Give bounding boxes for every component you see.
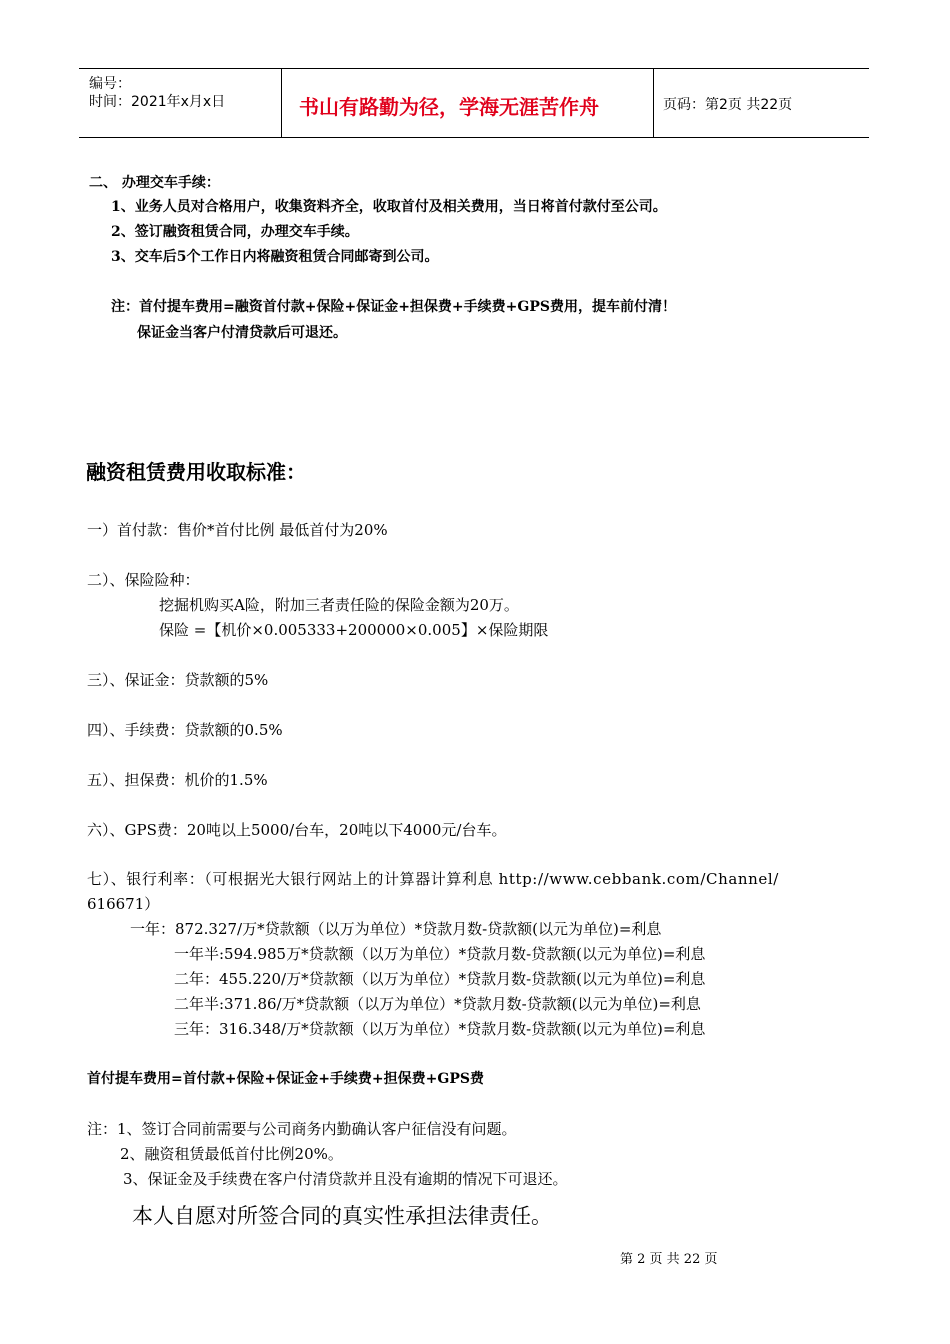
rate-line: 二年：455.220/万*贷款额（以万为单位）*贷款月数-贷款额(以元为单位)=利息 (174, 970, 706, 988)
fee-item: 616671） (87, 895, 160, 913)
header-divider (653, 69, 654, 137)
note-item: 3、保证金及手续费在客户付清贷款并且没有逾期的情况下可退还。 (123, 1170, 568, 1188)
rate-line: 二年半:371.86/万*贷款额（以万为单位）*贷款月数-贷款额(以元为单位)=利息 (174, 995, 701, 1013)
fee-detail: 挖掘机购买A险，附加三者责任险的保险金额为20万。 (159, 596, 519, 614)
doc-time-label: 时间：2021年x月x日 (89, 94, 226, 110)
fee-item: 五）、担保费：机价的1.5% (87, 771, 268, 789)
page-number-label: 页码：第2页 共22页 (663, 97, 793, 113)
fee-item: 一）首付款：售价*首付比例 最低首付为20% (87, 521, 388, 539)
fee-item: 二）、保险险种： (87, 571, 200, 589)
doc-number-label: 编号： (89, 76, 131, 92)
fee-item: 四）、手续费：贷款额的0.5% (87, 721, 283, 739)
fee-item: 六）、GPS费：20吨以上5000/台车，20吨以下4000元/台车。 (87, 821, 507, 839)
section-title: 二、 办理交车手续： (89, 175, 220, 191)
procedure-step: 2、签订融资租赁合同，办理交车手续。 (111, 224, 359, 240)
fee-item: 七）、银行利率：（可根据光大银行网站上的计算器计算利息 http://www.cebbank.com/Channel/ (87, 870, 779, 888)
procedure-step: 1、业务人员对合格用户，收集资料齐全，收取首付及相关费用，当日将首付款付至公司。 (111, 199, 667, 215)
declaration: 本人自愿对所签合同的真实性承担法律责任。 (132, 1204, 552, 1228)
rate-line: 一年半:594.985万*贷款额（以万为单位）*贷款月数-贷款额(以元为单位)=利息 (174, 945, 706, 963)
page-footer: 第 2 页 共 22 页 (620, 1252, 718, 1267)
note-item: 2、融资租赁最低首付比例20%。 (120, 1145, 343, 1163)
procedure-step: 3、交车后5个工作日内将融资租赁合同邮寄到公司。 (111, 249, 439, 265)
header-motto: 书山有路勤为径，学海无涯苦作舟 (299, 95, 599, 119)
rate-line: 一年：872.327/万*贷款额（以万为单位）*贷款月数-贷款额(以元为单位)=利息 (130, 920, 662, 938)
header-divider (281, 69, 282, 137)
page-header (79, 68, 869, 138)
fee-summary: 首付提车费用=首付款+保险+保证金+手续费+担保费+GPS费 (87, 1071, 484, 1087)
fee-item: 三）、保证金：贷款额的5% (87, 671, 269, 689)
rate-line: 三年：316.348/万*贷款额（以万为单位）*贷款月数-贷款额(以元为单位)=利息 (174, 1020, 706, 1038)
fees-title: 融资租赁费用收取标准： (86, 460, 306, 484)
procedure-note: 保证金当客户付清贷款后可退还。 (137, 325, 347, 341)
fee-detail: 保险 =【机价×0.005333+200000×0.005】×保险期限 (159, 621, 549, 639)
note-item: 注：1、签订合同前需要与公司商务内勤确认客户征信没有问题。 (87, 1120, 517, 1138)
procedure-note: 注：首付提车费用=融资首付款+保险+保证金+担保费+手续费+GPS费用，提车前付清！ (111, 299, 676, 315)
